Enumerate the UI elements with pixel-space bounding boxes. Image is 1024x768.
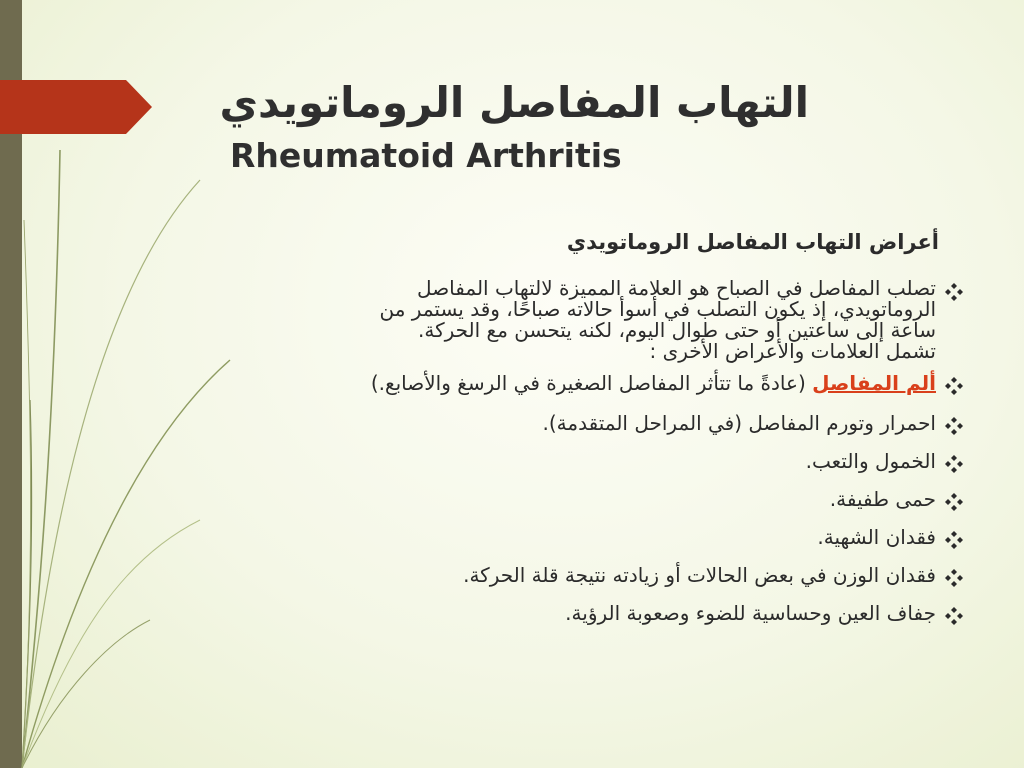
list-item [224, 372, 964, 412]
list-item [224, 450, 964, 488]
four-diamond-bullet-icon [944, 416, 964, 436]
list-item-text: احمرار وتورم المفاصل (في المراحل المتقدمة). [542, 411, 936, 435]
list-item-line: تصلب المفاصل في الصباح هو العلامة المميزة لالتهاب المفاصل [417, 276, 936, 300]
slide-title-arabic: التهاب المفاصل الروماتويدي [219, 78, 809, 127]
four-diamond-bullet-icon [944, 568, 964, 588]
four-diamond-bullet-icon [944, 606, 964, 626]
list-item-line: تشمل العلامات والأعراض الأخرى : [649, 339, 936, 363]
list-item-line: الروماتويدي، إذ يكون التصلب في أسوأ حالاته صباحًا، وقد يستمر من [379, 297, 936, 321]
list-item-text [371, 372, 936, 394]
title-banner-arrow [0, 80, 152, 134]
list-item-text: الخمول والتعب. [805, 449, 936, 473]
four-diamond-bullet-icon [944, 282, 964, 302]
list-item [224, 602, 964, 640]
list-item [224, 488, 964, 526]
list-item-text: حمى طفيفة. [829, 487, 936, 511]
list-item-text [286, 278, 936, 362]
section-heading: أعراض التهاب المفاصل الروماتويدي [566, 230, 939, 254]
list-item [224, 564, 964, 602]
four-diamond-bullet-icon [944, 492, 964, 512]
highlight-joint-pain: ألم المفاصل [812, 371, 936, 395]
four-diamond-bullet-icon [944, 376, 964, 396]
list-item-line: ساعة إلى ساعتين أو حتى طوال اليوم، لكنه يتحسن مع الحركة. [418, 318, 936, 342]
four-diamond-bullet-icon [944, 454, 964, 474]
symptom-list [224, 278, 964, 640]
list-item-rest: (عادةً ما تتأثر المفاصل الصغيرة في الرسغ والأصابع.) [370, 371, 813, 395]
list-item [224, 278, 964, 362]
list-item [224, 412, 964, 450]
list-item-text: جفاف العين وحساسية للضوء وصعوبة الرؤية. [565, 601, 936, 625]
list-item [224, 526, 964, 564]
four-diamond-bullet-icon [944, 530, 964, 550]
slide-title-english: Rheumatoid Arthritis [230, 136, 622, 175]
list-item-text: فقدان الوزن في بعض الحالات أو زيادته نتيجة قلة الحركة. [463, 563, 936, 587]
list-item-text: فقدان الشهية. [817, 525, 936, 549]
